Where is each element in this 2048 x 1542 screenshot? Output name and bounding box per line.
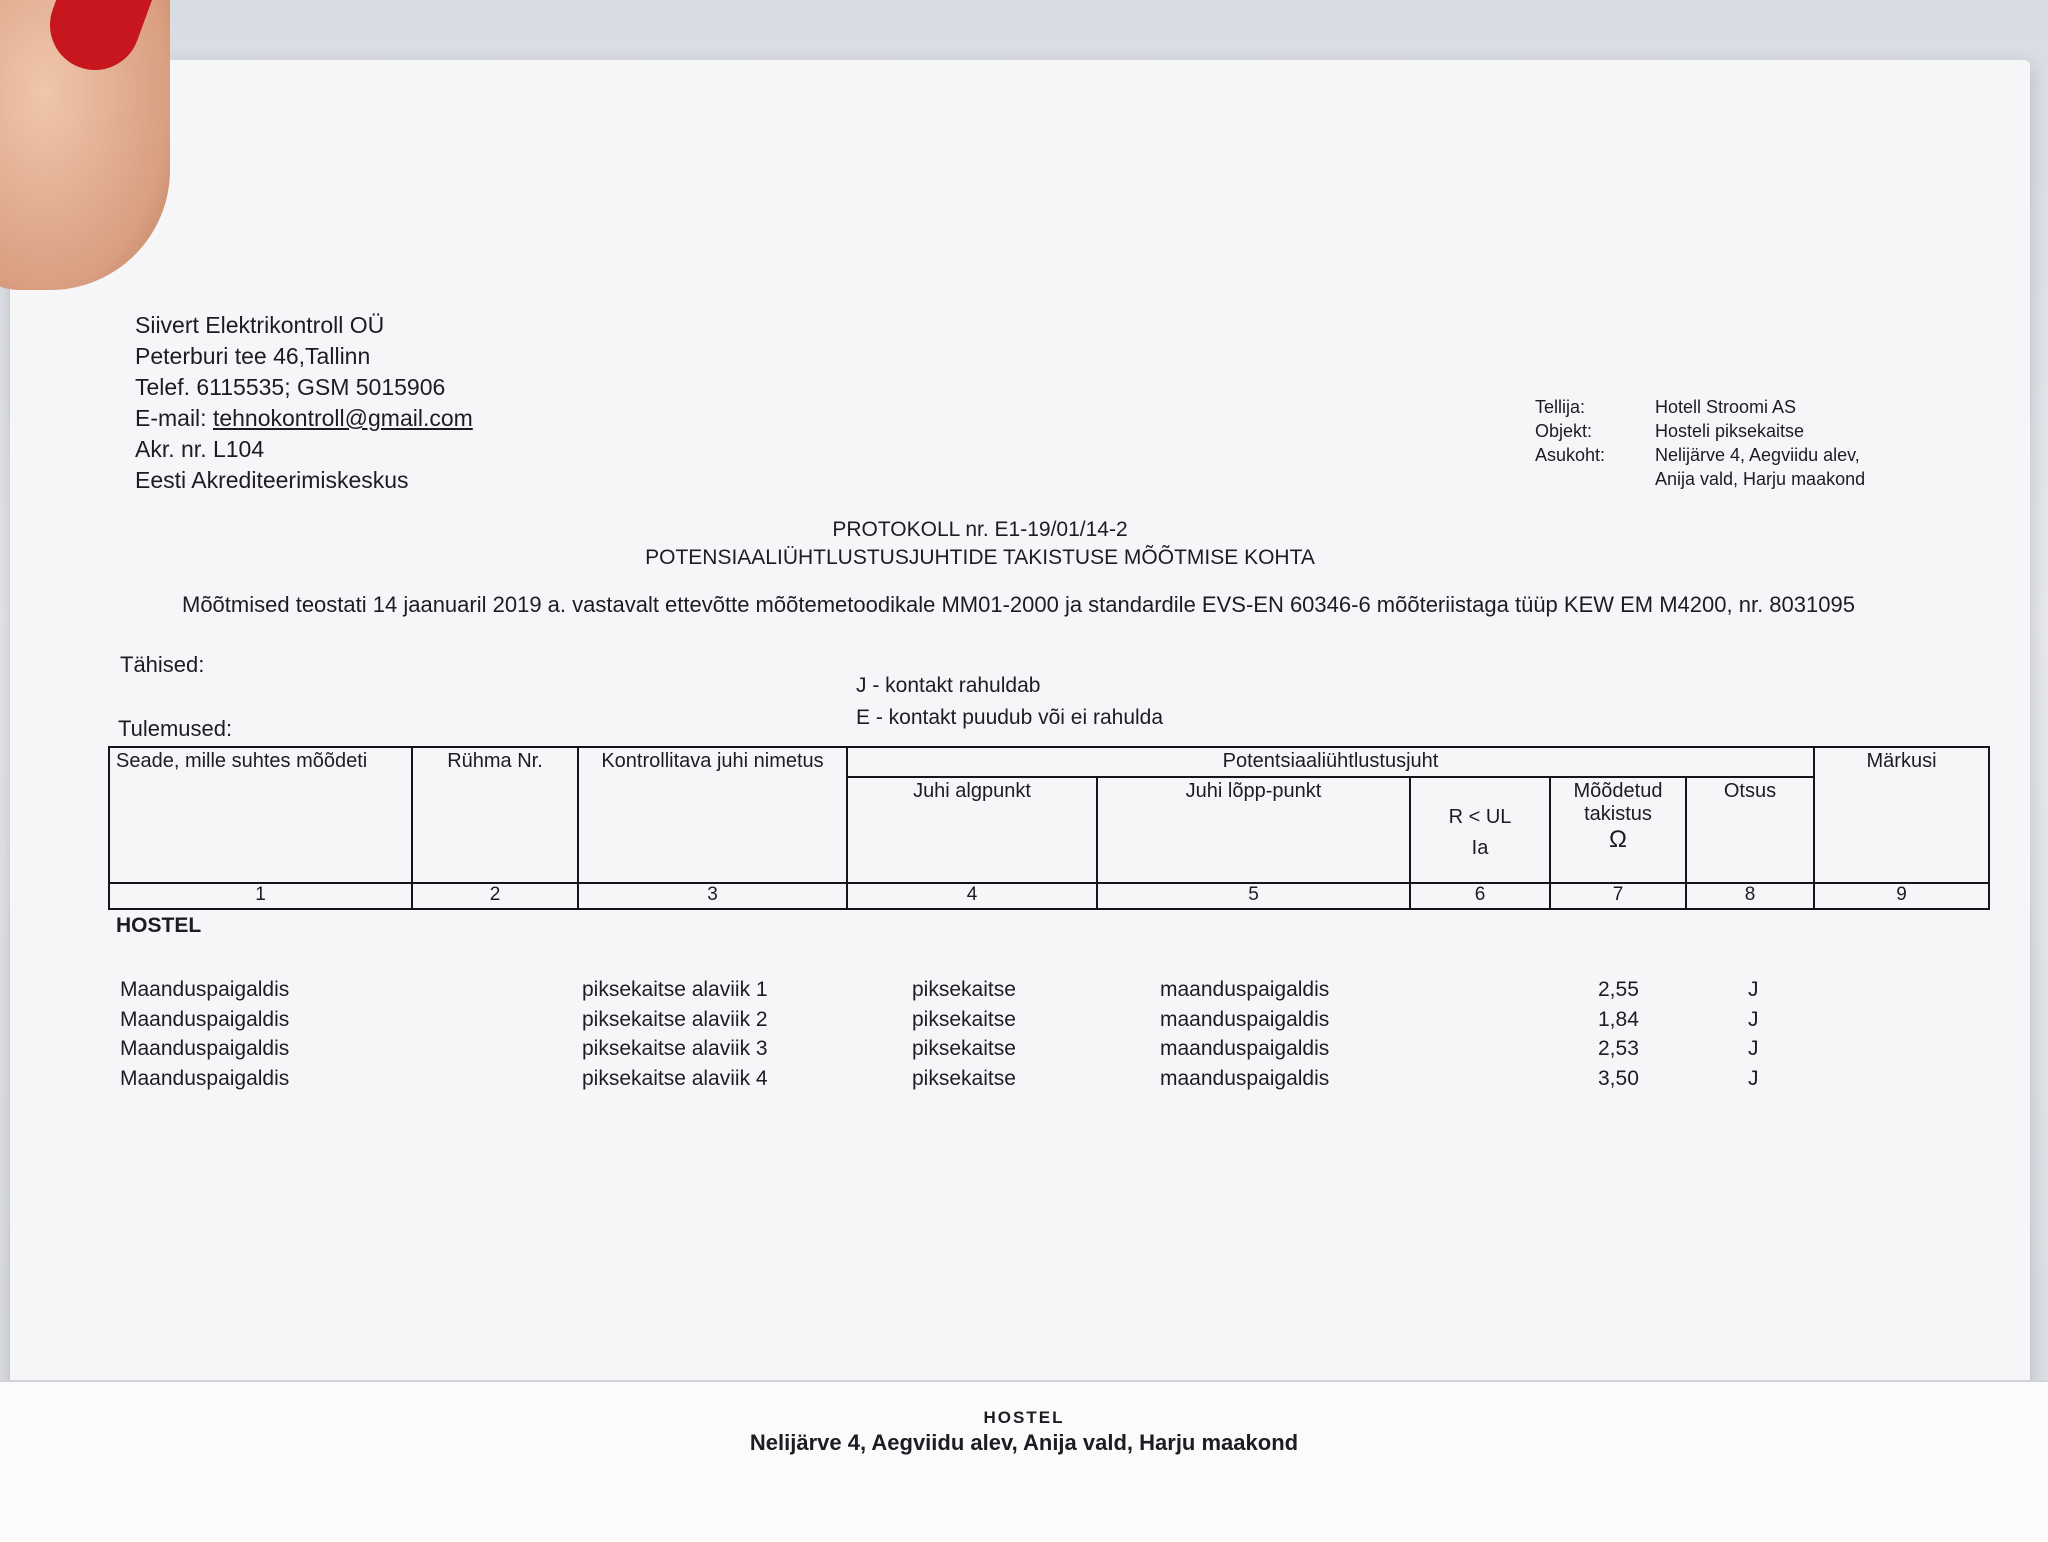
email-label: E-mail:: [135, 405, 207, 431]
header-decision: Otsus: [1686, 777, 1814, 883]
section-title: HOSTEL: [116, 914, 202, 937]
cell-end-point: maanduspaigaldis: [1160, 1007, 1330, 1031]
client-key: Tellija:: [1535, 397, 1586, 417]
accreditation-number: Akr. nr. L104: [135, 436, 265, 462]
ohm-symbol: Ω: [1609, 826, 1627, 853]
client-value: Anija vald, Harju maakond: [1655, 469, 1866, 489]
cell-resistance: 3,50: [1598, 1066, 1639, 1090]
company-name: Siivert Elektrikontroll OÜ: [135, 312, 385, 338]
header-conductor-name: Kontrollitava juhi nimetus: [578, 747, 847, 883]
header-start-point: Juhi algpunkt: [847, 777, 1097, 883]
cell-conductor-name: piksekaitse alaviik 1: [582, 978, 768, 1001]
results-rows: [0, 978, 2048, 1096]
cell-end-point: maanduspaigaldis: [1160, 1037, 1330, 1060]
table-row: [0, 978, 2048, 1008]
table-row: [0, 1067, 2048, 1097]
cell-conductor-name: piksekaitse alaviik 4: [582, 1066, 768, 1090]
cell-start-point: piksekaitse: [912, 1037, 1016, 1060]
legend-label: Tähised:: [120, 652, 205, 677]
footer-address: Nelijärve 4, Aegviidu alev, Anija vald, Harju maakond: [749, 1430, 1299, 1455]
client-key: Objekt:: [1535, 421, 1593, 441]
column-number: 1: [109, 883, 412, 909]
client-value: Hosteli piksekaitse: [1655, 421, 1805, 441]
header-remarks: Märkusi: [1814, 747, 1989, 883]
accreditation-body: Eesti Akrediteerimiskeskus: [135, 467, 409, 493]
cell-device: Maanduspaigaldis: [120, 1037, 290, 1060]
cell-decision: J: [1748, 978, 1759, 1001]
column-number: 3: [578, 883, 847, 909]
header-equipotential-conductor: Potentsiaaliühtlustusjuht: [847, 747, 1814, 777]
cell-start-point: piksekaitse: [912, 1066, 1016, 1090]
cell-start-point: piksekaitse: [912, 978, 1016, 1001]
cell-resistance: 1,84: [1598, 1007, 1639, 1031]
table-row: [0, 1008, 2048, 1038]
company-address: Peterburi tee 46,Tallinn: [135, 343, 371, 369]
column-number: 9: [1814, 883, 1989, 909]
header-end-point: Juhi lõpp-punkt: [1097, 777, 1410, 883]
cell-conductor-name: piksekaitse alaviik 2: [582, 1007, 768, 1031]
company-block: [135, 310, 473, 496]
email-link[interactable]: tehnokontroll@gmail.com: [212, 405, 473, 431]
column-number: 2: [412, 883, 578, 909]
header-r-ul: [1410, 777, 1550, 883]
footer-title: HOSTEL: [983, 1408, 1065, 1427]
legend-j: J - kontakt rahuldab: [856, 674, 1041, 697]
header-measured-resistance-label: Mõõdetud takistus: [1573, 780, 1663, 825]
header-device: Seade, mille suhtes mõõdeti: [109, 747, 412, 883]
client-block: [1535, 395, 1865, 491]
cell-device: Maanduspaigaldis: [120, 1007, 290, 1031]
cell-device: Maanduspaigaldis: [120, 978, 290, 1001]
client-key: Asukoht:: [1535, 445, 1606, 465]
protocol-title: PROTOKOLL nr. E1-19/01/14-2: [832, 518, 1128, 541]
cell-conductor-name: piksekaitse alaviik 3: [582, 1037, 768, 1060]
client-row: [1535, 419, 1865, 443]
client-value: Nelijärve 4, Aegviidu alev,: [1655, 445, 1860, 465]
client-row: [1535, 467, 1865, 491]
column-number: 5: [1097, 883, 1410, 909]
legend-e: E - kontakt puudub või ei rahulda: [856, 706, 1164, 729]
header-r-ul-top: R < UL: [1448, 806, 1512, 828]
column-number: 8: [1686, 883, 1814, 909]
header-r-ul-bottom: Ia: [1471, 837, 1489, 859]
protocol-intro: Mõõtmised teostati 14 jaanuaril 2019 a. vastavalt ettevõtte mõõtemetoodikale MM01-2000 ja standardile EVS-EN 60346-6 mõõteriistaga tüüp KEW EM M4200, nr. 8031095: [182, 592, 1855, 617]
cell-resistance: 2,55: [1598, 978, 1639, 1001]
client-row: [1535, 443, 1865, 467]
company-phone: Telef. 6115535; GSM 5015906: [135, 374, 446, 400]
cell-start-point: piksekaitse: [912, 1007, 1016, 1031]
column-number: 7: [1550, 883, 1686, 909]
header-measured-resistance: [1550, 777, 1686, 883]
company-email-line: [135, 403, 473, 434]
cell-decision: J: [1748, 1037, 1759, 1060]
cell-resistance: 2,53: [1598, 1037, 1639, 1060]
protocol-subtitle: POTENSIAALIÜHTLUSTUSJUHTIDE TAKISTUSE MÕÕTMISE KOHTA: [645, 546, 1315, 569]
cell-decision: J: [1748, 1066, 1759, 1090]
column-number: 6: [1410, 883, 1550, 909]
cell-end-point: maanduspaigaldis: [1160, 1066, 1330, 1090]
cell-end-point: maanduspaigaldis: [1160, 978, 1330, 1001]
client-value: Hotell Stroomi AS: [1655, 397, 1797, 417]
cell-device: Maanduspaigaldis: [120, 1066, 290, 1090]
column-number: 4: [847, 883, 1097, 909]
header-group-nr: Rühma Nr.: [412, 747, 578, 883]
results-table: [108, 746, 1990, 910]
client-row: [1535, 395, 1865, 419]
table-row: [0, 1037, 2048, 1067]
client-key: [1535, 467, 1655, 491]
cell-decision: J: [1748, 1007, 1759, 1031]
results-label: Tulemused:: [118, 716, 233, 741]
